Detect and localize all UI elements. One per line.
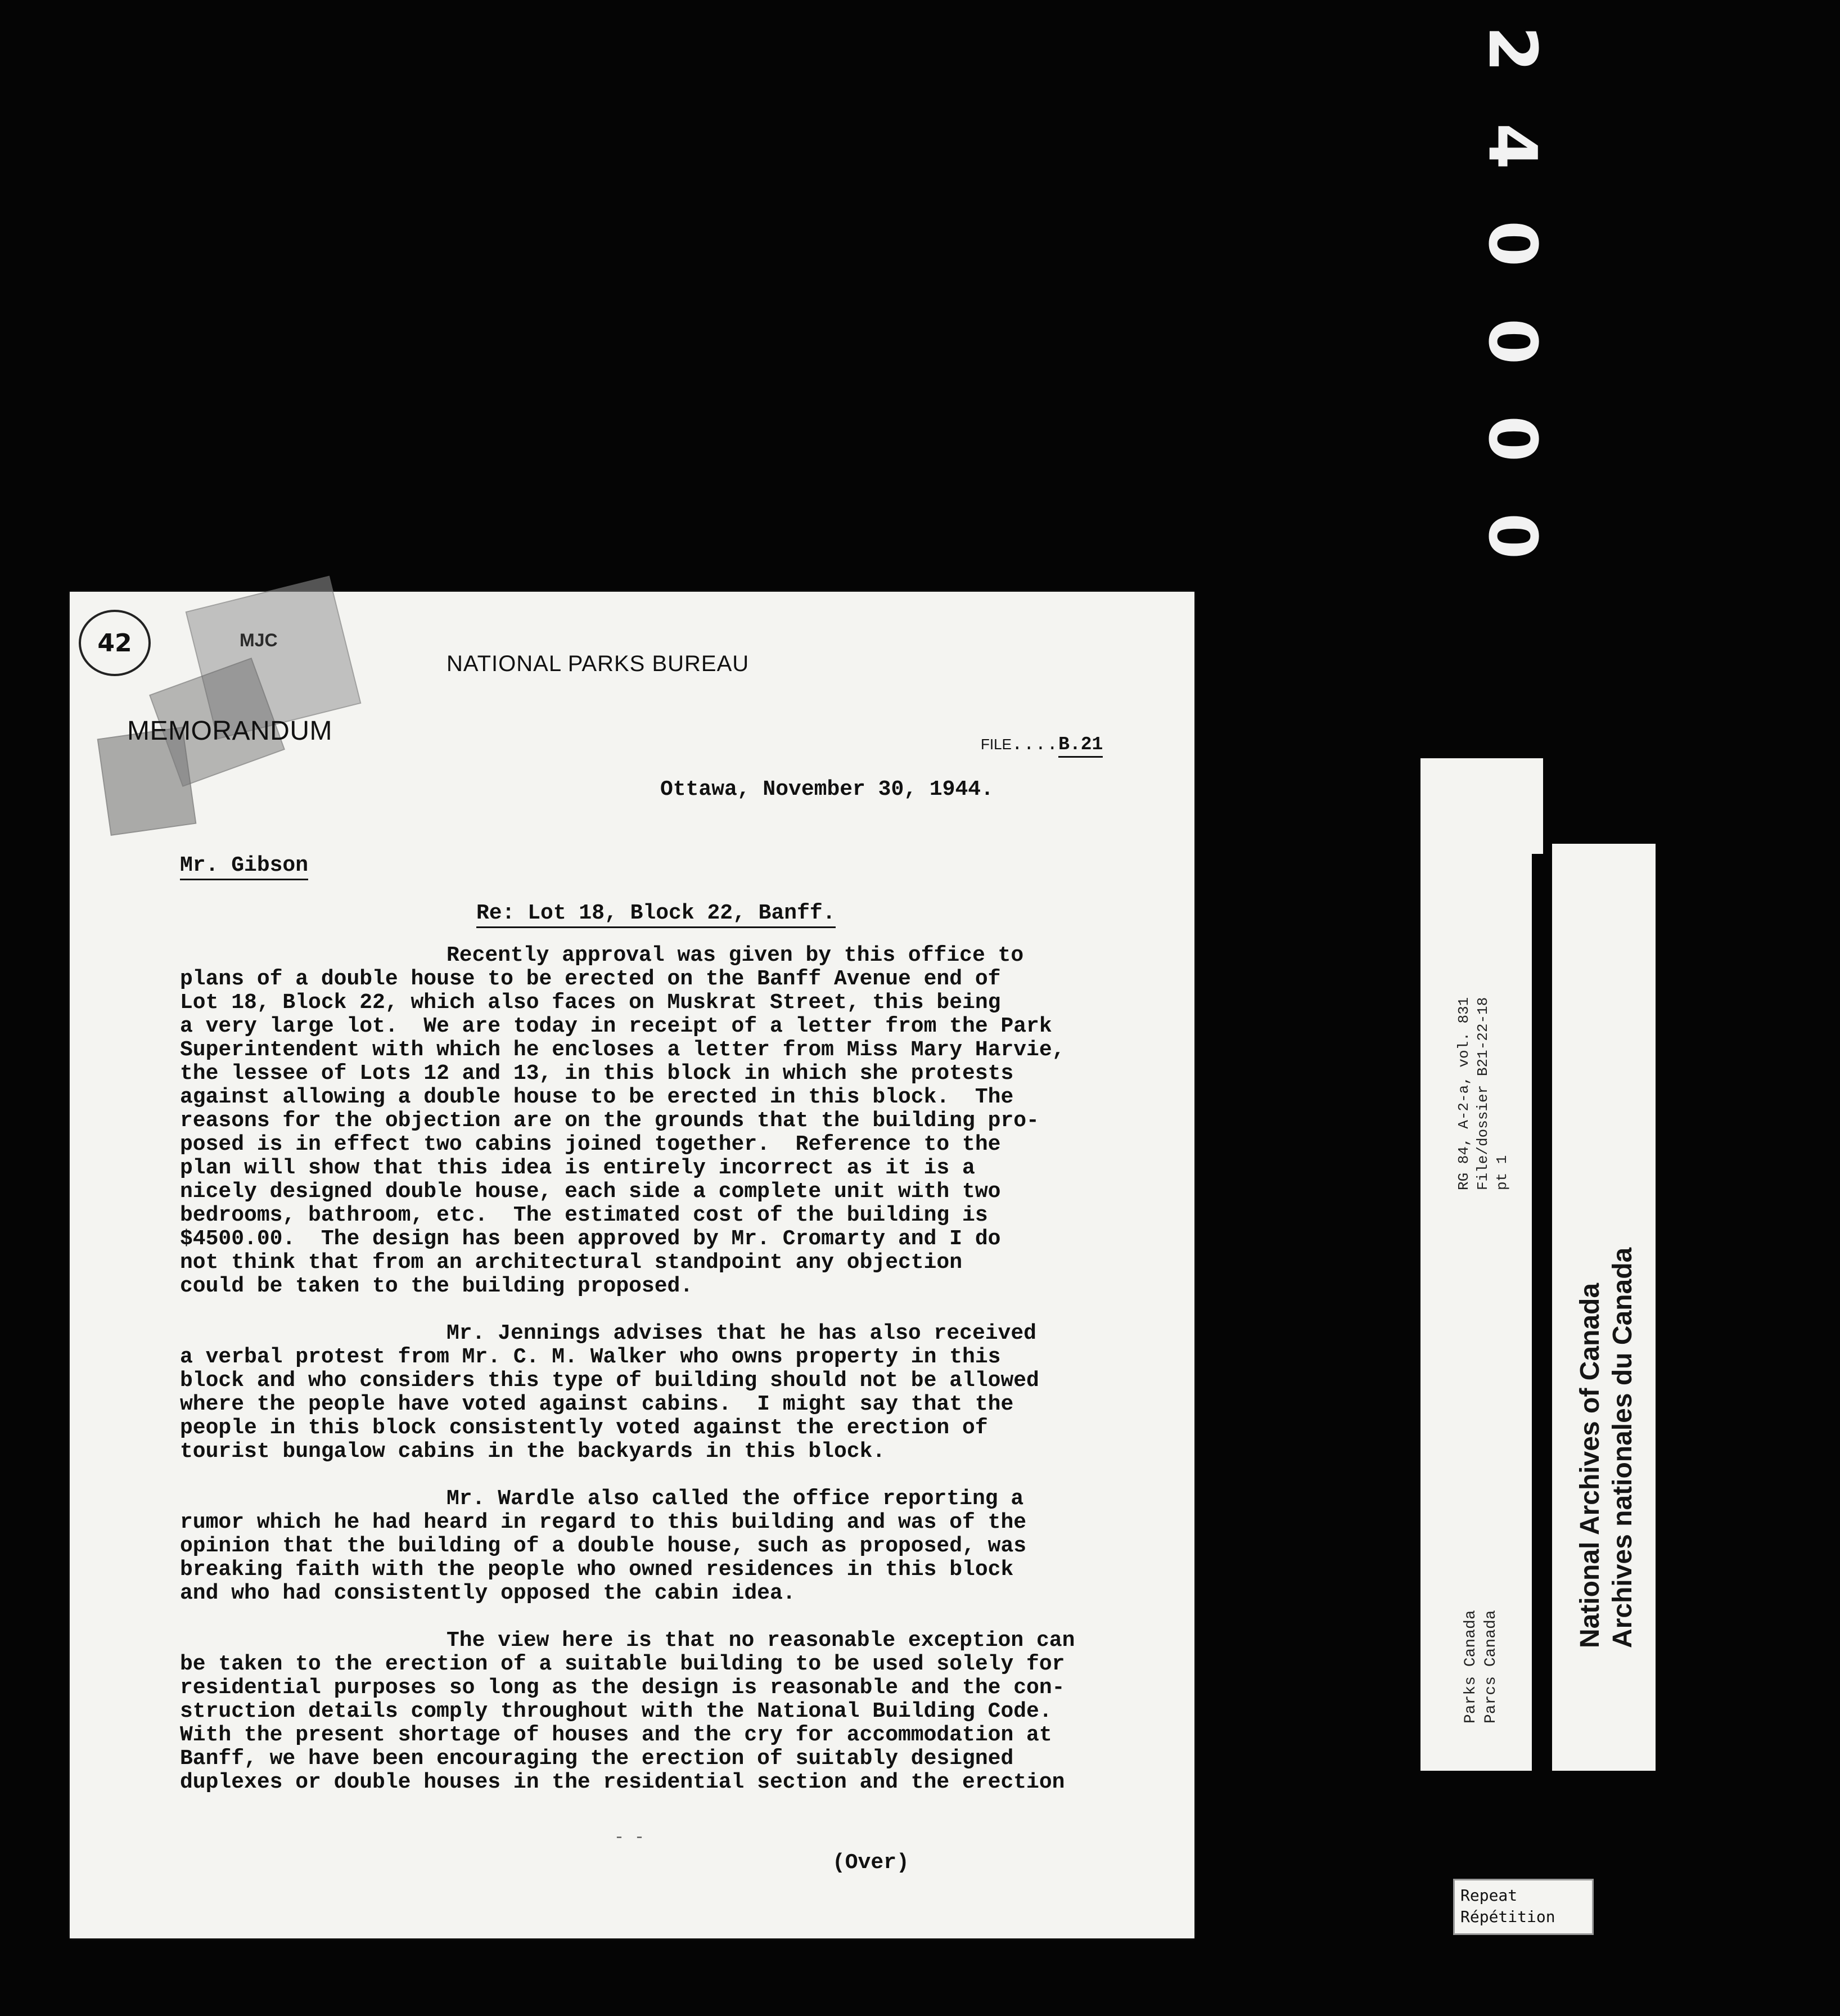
memo-line: block and who considers this type of building should not be allowed	[180, 1369, 1039, 1393]
memo-line: breaking faith with the people who owned residences in this block	[180, 1558, 1014, 1582]
memo-paragraph	[180, 1629, 1181, 1794]
memo-line: people in this block consistently voted against the erection of	[180, 1416, 988, 1440]
memo-line: opinion that the building of a double house, such as proposed, was	[180, 1534, 1027, 1558]
memo-line: posed is in effect two cabins joined together. Reference to the	[180, 1132, 1001, 1156]
memo-line: tourist bungalow cabins in the backyards in this block.	[180, 1439, 886, 1464]
file-label: FILE	[981, 736, 1012, 753]
frame-digit: 0	[1473, 318, 1552, 364]
memo-line: Recently approval was given by this office to	[447, 943, 1024, 968]
memo-line: a very large lot. We are today in receipt of a letter from the Park	[180, 1014, 1052, 1038]
initials-stamp: MJC	[240, 630, 278, 650]
memo-line: The view here is that no reasonable exception can	[447, 1628, 1075, 1653]
subject-line: Re: Lot 18, Block 22, Banff.	[476, 901, 836, 928]
frame-digit: 4	[1473, 123, 1552, 170]
memo-line: reasons for the objection are on the grounds that the building pro-	[180, 1109, 1039, 1133]
memo-line: nicely designed double house, each side a complete unit with two	[180, 1180, 1001, 1204]
memo-line: could be taken to the building proposed.	[180, 1274, 693, 1298]
memo-body	[180, 944, 1181, 1818]
creator-line: Parcs Canada	[1482, 1610, 1500, 1724]
continued-over: (Over)	[832, 1851, 909, 1875]
memo-page	[70, 592, 1194, 1938]
memo-line: a verbal protest from Mr. C. M. Walker who owns property in this	[180, 1345, 1001, 1369]
memo-paragraph	[180, 944, 1181, 1298]
memo-line: plans of a double house to be erected on the Banff Avenue end of	[180, 967, 1001, 991]
institution-line: National Archives of Canada	[1575, 1282, 1605, 1648]
frame-digit: 0	[1473, 415, 1552, 462]
reference-line: pt 1	[1494, 1155, 1510, 1190]
memo-line: not think that from an architectural standpoint any objection	[180, 1250, 963, 1275]
memo-line: With the present shortage of houses and the cry for accommodation at	[180, 1723, 1052, 1747]
document-type: MEMORANDUM	[127, 716, 332, 746]
repeat-label-fr: Répétition	[1460, 1907, 1555, 1926]
memo-line: $4500.00. The design has been approved by Mr. Cromarty and I do	[180, 1227, 1001, 1251]
file-number: B.21	[1058, 734, 1103, 758]
memo-line: and who had consistently opposed the cabin idea.	[180, 1581, 796, 1605]
frame-digit: 0	[1473, 513, 1552, 560]
memo-date: Ottawa, November 30, 1944.	[660, 777, 994, 802]
reference-line: RG 84, A-2-a, vol. 831	[1455, 997, 1472, 1190]
memo-line: duplexes or double houses in the residential section and the erection	[180, 1770, 1065, 1794]
reference-line: File/dossier B21-22-18	[1474, 997, 1491, 1190]
page-mark-number: 42	[97, 628, 132, 658]
memo-line: the lessee of Lots 12 and 13, in this block in which she protests	[180, 1061, 1014, 1086]
addressee: Mr. Gibson	[180, 853, 308, 880]
creator-line: Parks Canada	[1462, 1610, 1480, 1724]
memo-line: bedrooms, bathroom, etc. The estimated cost of the building is	[180, 1203, 988, 1227]
file-dots: ....	[1011, 734, 1059, 755]
memo-line: Superintendent with which he encloses a letter from Miss Mary Harvie,	[180, 1038, 1065, 1062]
frame-number	[1473, 0, 1552, 585]
memo-line: struction details comply throughout with the National Building Code.	[180, 1699, 1052, 1724]
memo-paragraph	[180, 1487, 1181, 1605]
letterhead: NATIONAL PARKS BUREAU	[447, 651, 750, 676]
memo-line: residential purposes so long as the design is reasonable and the con-	[180, 1676, 1065, 1700]
memo-line: be taken to the erection of a suitable building to be used solely for	[180, 1652, 1065, 1676]
frame-digit: 2	[1473, 25, 1552, 72]
memo-line: rumor which he had heard in regard to this building and was of the	[180, 1510, 1027, 1534]
footer-dash: - -	[614, 1828, 645, 1847]
memo-paragraph	[180, 1322, 1181, 1464]
repeat-label	[1453, 1879, 1594, 1935]
frame-digit: 0	[1473, 220, 1552, 267]
memo-line: where the people have voted against cabins. I might say that the	[180, 1392, 1014, 1416]
memo-line: Mr. Wardle also called the office reporting a	[447, 1487, 1024, 1511]
memo-line: Lot 18, Block 22, which also faces on Muskrat Street, this being	[180, 991, 1001, 1015]
memo-line: plan will show that this idea is entirely incorrect as it is a	[180, 1156, 975, 1180]
page-mark	[79, 610, 151, 676]
repeat-label-en: Repeat	[1460, 1886, 1518, 1905]
memo-line: Mr. Jennings advises that he has also received	[447, 1321, 1036, 1346]
file-reference	[981, 734, 1103, 755]
institution-line: Archives nationales du Canada	[1608, 1247, 1638, 1648]
memo-line: Banff, we have been encouraging the erection of suitably designed	[180, 1747, 1014, 1771]
memo-line: against allowing a double house to be erected in this block. The	[180, 1085, 1014, 1109]
card-tab	[1532, 758, 1543, 854]
